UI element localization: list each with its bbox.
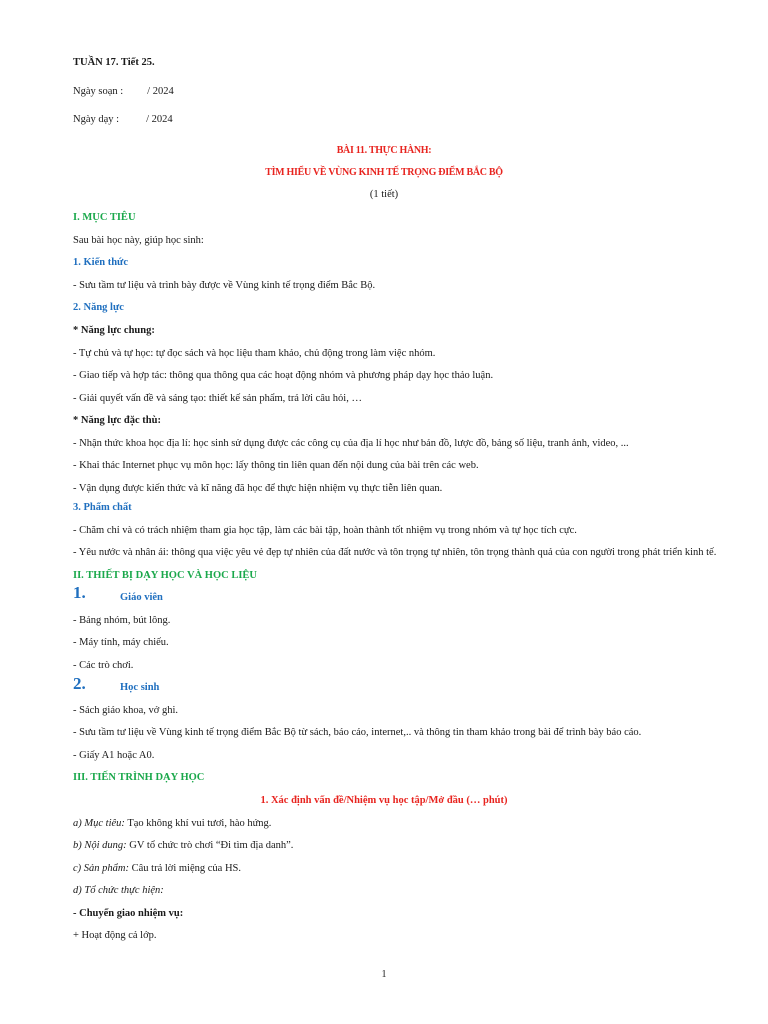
specific-ability-item: - Nhận thức khoa học địa lí: học sinh sử dụng được các công cụ của địa lí học như bản đồ, lược đồ, bảng số liệu, tranh ảnh, video, ... (73, 438, 629, 449)
teacher-heading: Giáo viên (120, 592, 163, 603)
general-ability-item: - Giải quyết vấn đề và sáng tạo: thiết kế sản phẩm, trả lời câu hỏi, … (73, 393, 362, 404)
quality-item: - Chăm chỉ và có trách nhiệm tham gia học tập, làm các bài tập, hoàn thành tốt nhiệm vụ trong nhóm và tự học tích cực. (73, 525, 577, 536)
prep-date-row (73, 85, 174, 99)
teach-date-row (73, 113, 173, 127)
organization-label: d) Tổ chức thực hiện: (73, 885, 164, 896)
activity-title: 1. Xác định vấn đề/Nhiệm vụ học tập/Mở đầu (… phút) (260, 795, 508, 806)
task-item: + Hoạt động cả lớp. (73, 930, 157, 941)
general-ability-item: - Giao tiếp và hợp tác: thông qua thông qua các hoạt động nhóm và phương pháp dạy học thảo luận. (73, 370, 494, 381)
lesson-title: BÀI 11. THỰC HÀNH: (336, 145, 432, 156)
specific-ability-item: - Vận dụng được kiến thức và kĩ năng đã học để thực hiện nhiệm vụ thực tiễn liên quan. (73, 483, 443, 494)
content-text: GV tổ chức trò chơi “Đi tìm địa danh”. (126, 840, 294, 851)
knowledge-heading: 1. Kiến thức (73, 257, 129, 268)
student-heading: Học sinh (120, 682, 160, 693)
teacher-item: - Các trò chơi. (73, 660, 134, 671)
task-heading: - Chuyển giao nhiệm vụ: (73, 908, 184, 919)
specific-ability-item: - Khai thác Internet phục vụ môn học: lấy thông tin liên quan đến nội dung của bài trên các web. (73, 460, 479, 471)
goal-text: Tạo không khí vui tươi, hào hứng. (124, 818, 272, 829)
teach-date-value: / 2024 (146, 114, 173, 125)
quality-heading: 3. Phẩm chất (73, 502, 132, 513)
student-item: - Sách giáo khoa, vở ghi. (73, 705, 178, 716)
content-row (73, 839, 293, 853)
goal-row (73, 817, 271, 831)
content-label: b) Nội dung: (73, 840, 127, 851)
student-item: - Giấy A1 hoặc A0. (73, 750, 155, 761)
objectives-intro: Sau bài học này, giúp học sinh: (73, 235, 204, 246)
general-ability-heading: * Năng lực chung: (73, 325, 155, 336)
teacher-item: - Bảng nhóm, bút lông. (73, 615, 171, 626)
section-objectives-heading: I. MỤC TIÊU (73, 212, 136, 223)
teacher-number: 1. (73, 583, 86, 602)
prep-date-label: Ngày soạn : (73, 86, 124, 97)
product-row (73, 862, 241, 876)
knowledge-item: - Sưu tầm tư liệu và trình bày được về Vùng kinh tế trọng điểm Bắc Bộ. (73, 280, 376, 291)
student-item: - Sưu tầm tư liệu về Vùng kinh tế trọng điểm Bắc Bộ từ sách, báo cáo, internet,.. và thông tin tham khảo trong bài để trình bày báo cáo. (73, 727, 642, 738)
teach-date-label: Ngày dạy : (73, 114, 120, 125)
section-equipment-heading: II. THIẾT BỊ DẠY HỌC VÀ HỌC LIỆU (73, 570, 257, 581)
goal-label: a) Mục tiêu: (73, 818, 125, 829)
ability-heading: 2. Năng lực (73, 302, 124, 313)
general-ability-item: - Tự chủ và tự học: tự đọc sách và học liệu tham khảo, chủ động trong làm việc nhóm. (73, 348, 436, 359)
specific-ability-heading: * Năng lực đặc thù: (73, 415, 161, 426)
lesson-topic: TÌM HIỂU VỀ VÙNG KINH TẾ TRỌNG ĐIỂM BẮC BỘ (265, 167, 503, 178)
quality-item: - Yêu nước và nhân ái: thông qua việc yêu vẻ đẹp tự nhiên của đất nước và tôn trọng tự nhiên, tôn trọng thành quả của con người trong phát triển kinh tế. (73, 547, 717, 558)
section-process-heading: III. TIẾN TRÌNH DẠY HỌC (73, 772, 205, 783)
page-number: 1 (381, 969, 387, 980)
product-text: Câu trả lời miệng của HS. (129, 863, 241, 874)
lesson-duration: (1 tiết) (369, 189, 399, 200)
product-label: c) Sản phẩm: (73, 863, 129, 874)
student-number: 2. (73, 674, 86, 693)
prep-date-value: / 2024 (147, 86, 174, 97)
week-lesson-header: TUẦN 17. Tiết 25. (73, 57, 155, 68)
teacher-item: - Máy tính, máy chiếu. (73, 637, 169, 648)
